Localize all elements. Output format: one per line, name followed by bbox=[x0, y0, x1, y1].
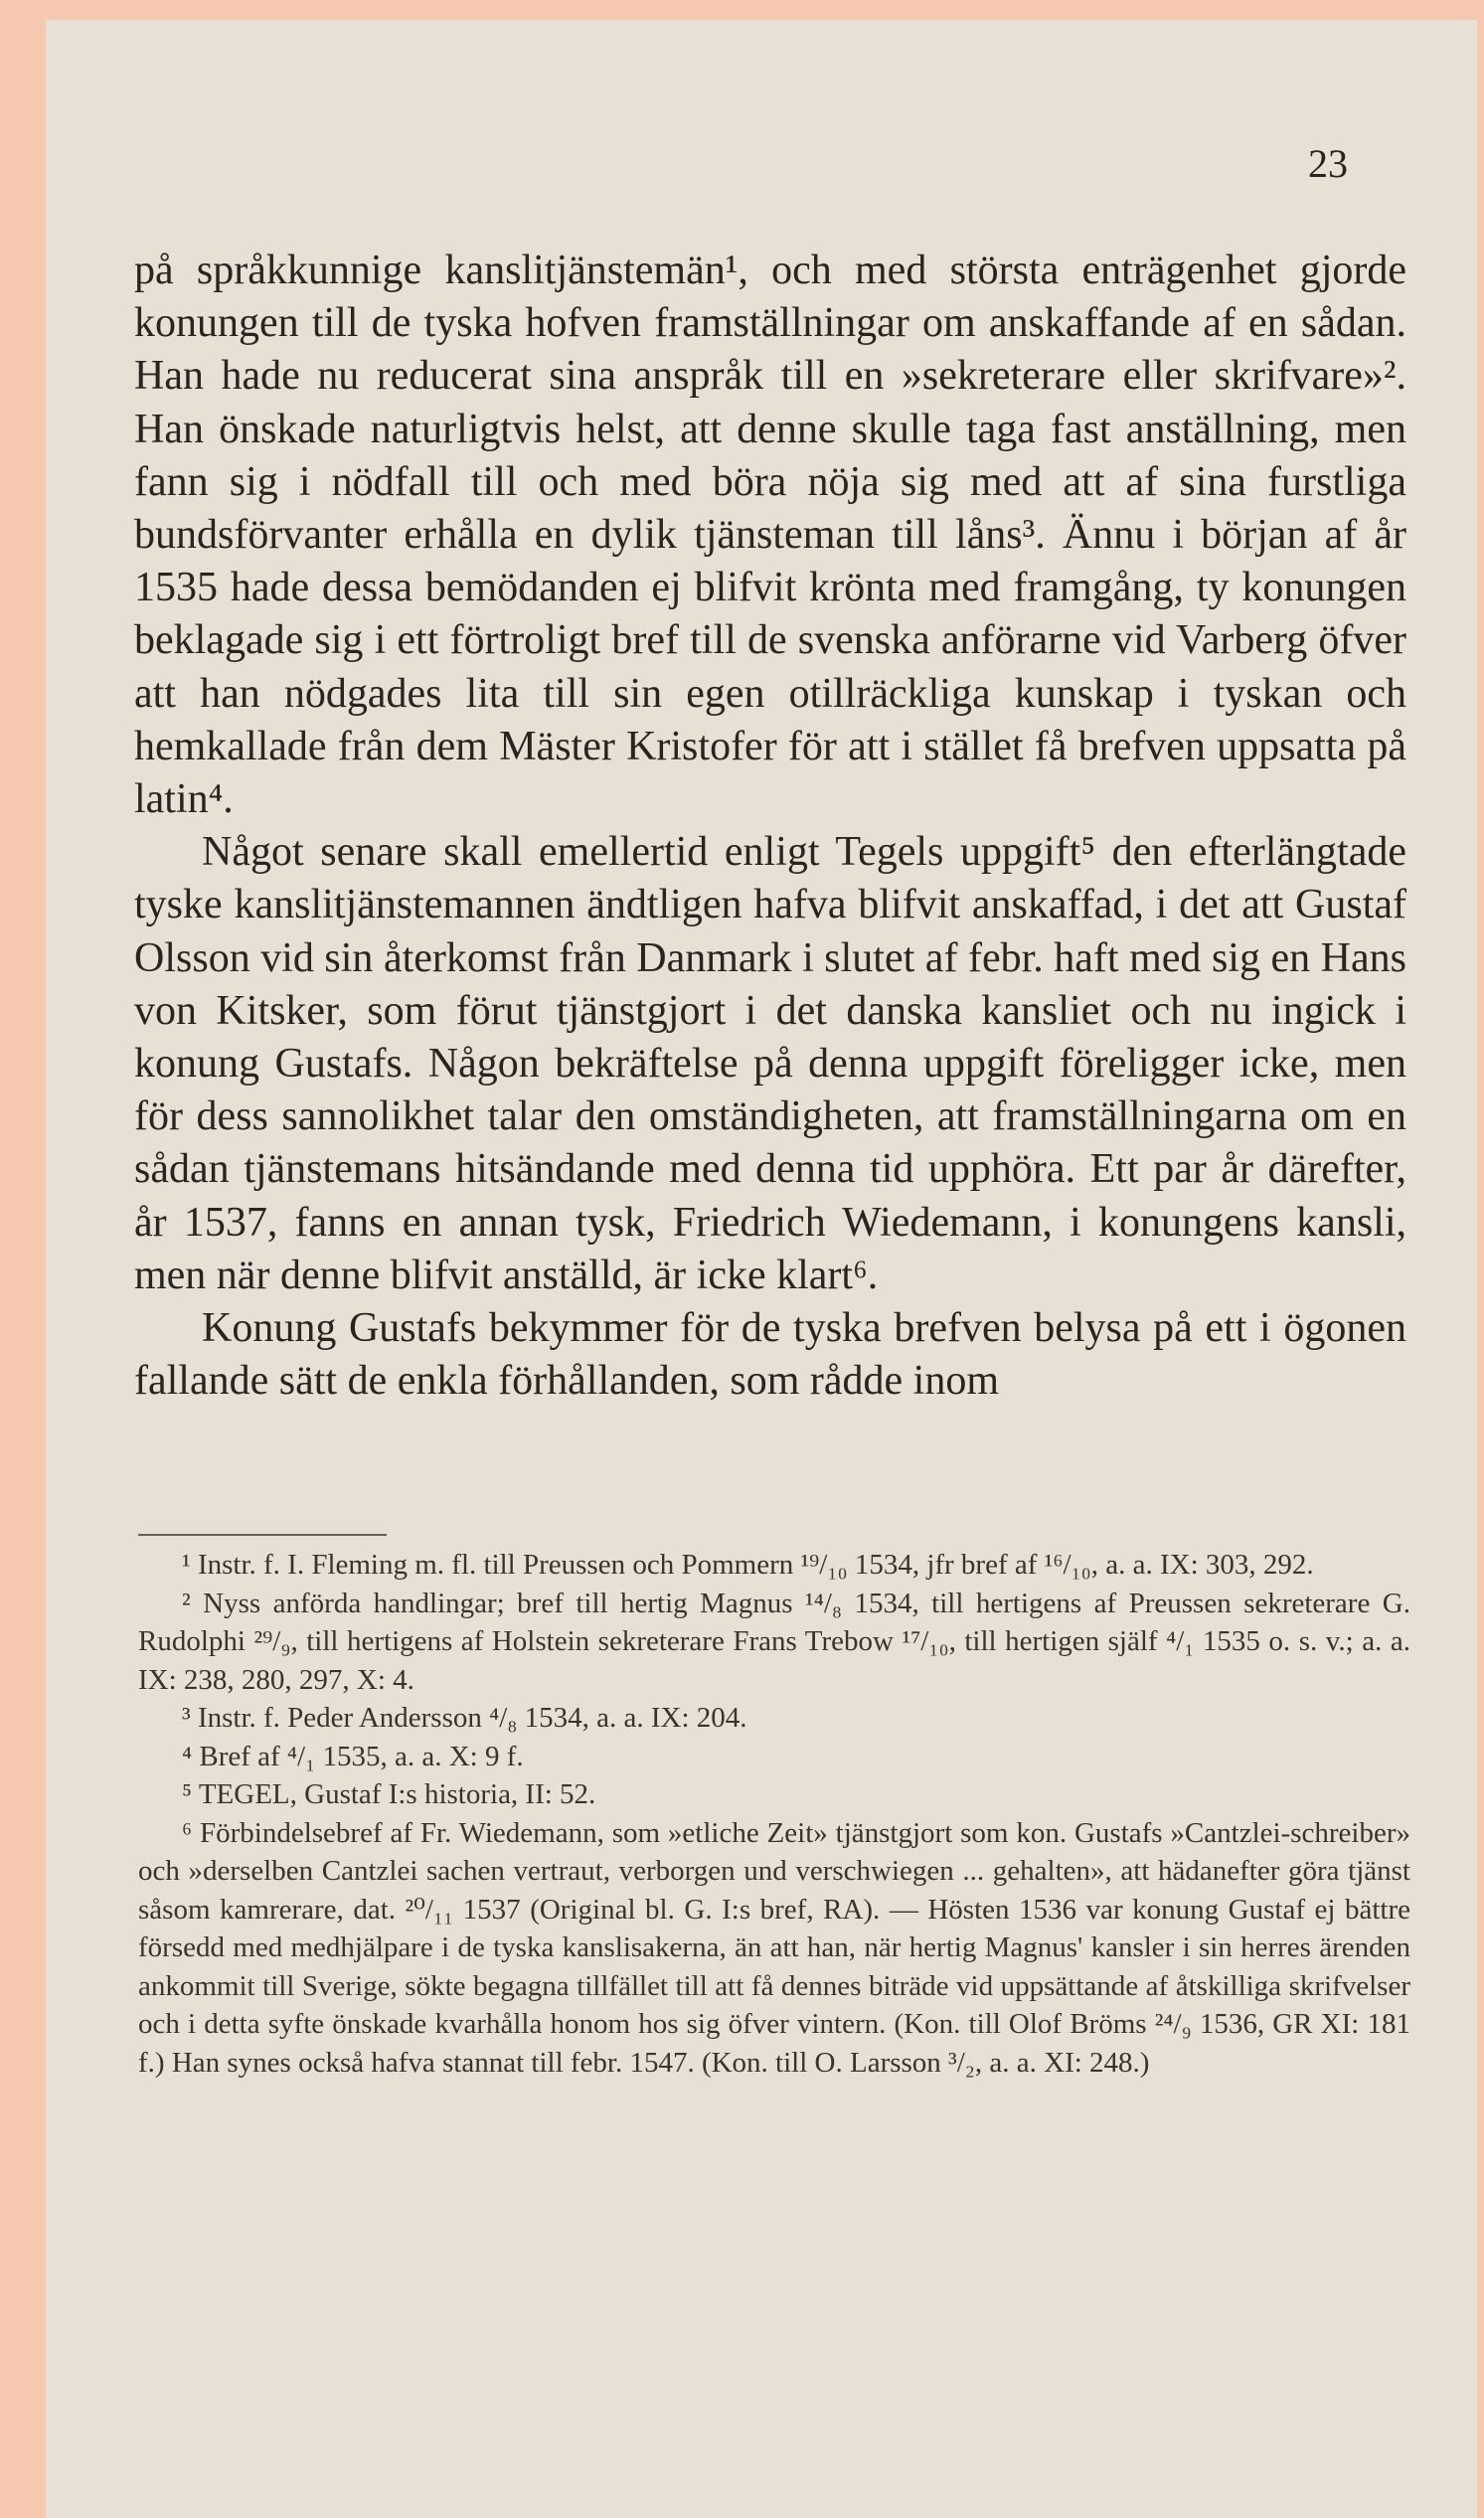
footnote-6: ⁶ Förbindelsebref af Fr. Wiedemann, som »etliche Zeit» tjänstgjort som kon. Gustafs »Cantzlei-schreiber» och »derselben Cantzlei sachen vertraut, verborgen und verschwiegen ... gehalten», att hädanefter göra tjänst såsom kamrerare, dat. ²⁰/₁₁ 1537 (Original bl. G. I:s bref, RA). — Hösten 1536 var konung Gustaf ej bättre försedd med medhjälpare i de tyska kanslisakerna, än att han, när hertig Magnus' kansler i sin herres ärenden ankommit till Sverige, sökte begagna tillfället till att få dennes biträde vid uppsättande af åtskilliga skrifvelser och i detta syfte önskade kvarhålla honom hos sig öfver vintern. (Kon. till Olof Bröms ²⁴/₉ 1536, GR XI: 181 f.) Han synes också hafva stannat till febr. 1547. (Kon. till O. Larsson ³/₂, a. a. XI: 248.) bbox=[138, 1816, 1410, 2079]
book-page bbox=[46, 20, 1477, 2518]
paragraph-1: på språkkunnige kanslitjänstemän¹, och med största enträgenhet gjorde konungen till de tyska hofven framställningar om anskaffande af en sådan. Han hade nu reducerat sina anspråk till en »sekreterare eller skrifvare»². Han önskade naturligtvis helst, att denne skulle taga fast anställning, men fann sig i nödfall till och med böra nöja sig med att af sina furstliga bundsförvanter erhålla en dylik tjänsteman till låns³. Ännu i början af år 1535 hade dessa bemödanden ej blifvit krönta med framgång, ty konungen beklagade sig i ett förtroligt bref till de svenska anförarne vid Varberg öfver att han nödgades lita till sin egen otillräckliga kunskap i tyskan och hemkallade från dem Mäster Kristofer för att i stället få brefven uppsatta på latin⁴. bbox=[134, 248, 1406, 823]
footnote-5: ⁵ TEGEL, Gustaf I:s historia, II: 52. bbox=[182, 1778, 596, 1810]
footnote-3: ³ Instr. f. Peder Andersson ⁴/₈ 1534, a. a. IX: 204. bbox=[182, 1702, 747, 1734]
footnote-4: ⁴ Bref af ⁴/₁ 1535, a. a. X: 9 f. bbox=[182, 1740, 524, 1772]
footnote-2: ² Nyss anförda handlingar; bref till hertig Magnus ¹⁴/₈ 1534, till hertigens af Preussen sekreterare G. Rudolphi ²⁹/₉, till hertigens af Holstein sekreterare Frans Trebow ¹⁷/₁₀, till hertigen själf ⁴/₁ 1535 o. s. v.; a. a. IX: 238, 280, 297, X: 4. bbox=[138, 1587, 1410, 1696]
footnotes bbox=[138, 1546, 1410, 2082]
paragraph-3: Konung Gustafs bekymmer för de tyska brefven belysa på ett i ögonen fallande sätt de enkla förhållanden, som rådde inom bbox=[134, 1305, 1406, 1405]
page-number: 23 bbox=[1308, 141, 1348, 186]
footnote-separator bbox=[138, 1534, 387, 1536]
footnote-1: ¹ Instr. f. I. Fleming m. fl. till Preussen och Pommern ¹⁹/₁₀ 1534, jfr bref af ¹⁶/₁₀, a. a. IX: 303, 292. bbox=[182, 1549, 1314, 1581]
main-text bbox=[134, 245, 1406, 1408]
paragraph-2: Något senare skall emellertid enligt Tegels uppgift⁵ den efterlängtade tyske kanslitjänstemannen ändtligen hafva blifvit anskaffad, i det att Gustaf Olsson vid sin återkomst från Danmark i slutet af febr. haft med sig en Hans von Kitsker, som förut tjänstgjort i det danska kansliet och nu ingick i konung Gustafs. Någon bekräftelse på denna uppgift föreligger icke, men för dess sannolikhet talar den omständigheten, att framställningarna om en sådan tjänstemans hitsändande med denna tid upphöra. Ett par år därefter, år 1537, fanns en annan tysk, Friedrich Wiedemann, i konungens kansli, men när denne blifvit anställd, är icke klart⁶. bbox=[134, 829, 1406, 1298]
